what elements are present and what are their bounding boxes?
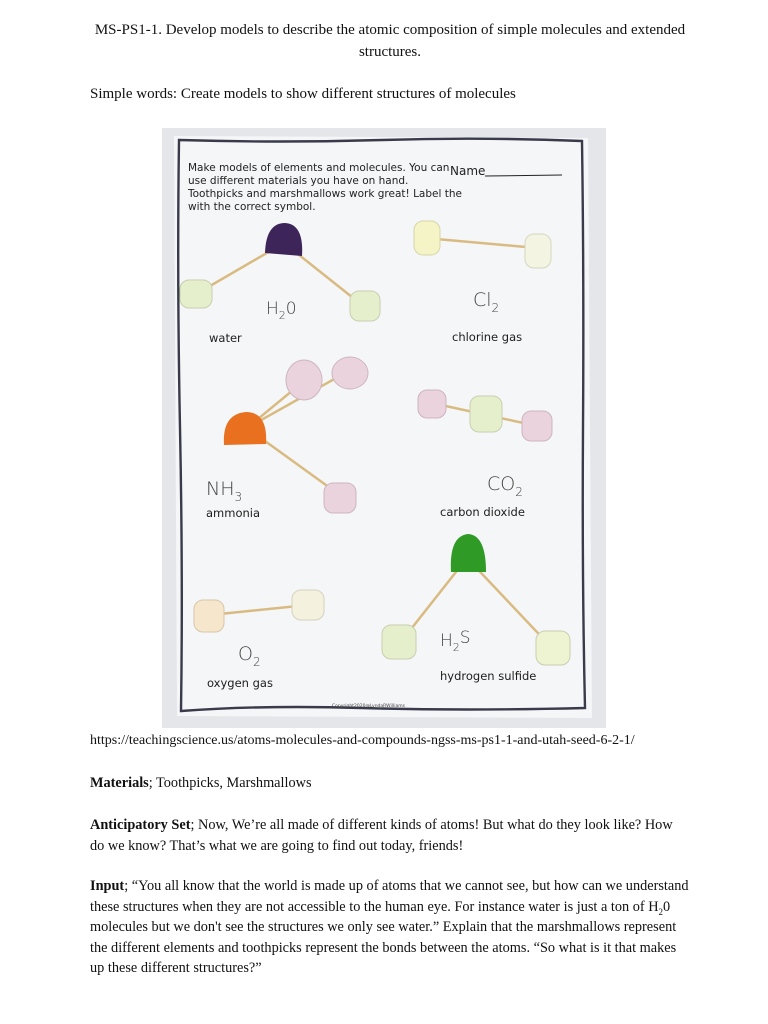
source-url[interactable]: https://teachingscience.us/atoms-molecules-and-compounds-ngss-ms-ps1-1-and-utah-seed-6-2-1/: [90, 733, 635, 748]
worksheet-illustration: [162, 128, 606, 728]
anticipatory-label: Anticipatory Set: [90, 817, 191, 833]
worksheet-photo: [162, 128, 606, 728]
label-carbon-dioxide: carbon dioxide: [440, 505, 525, 519]
formula-hydrogen-sulfide: $H_2S$: [440, 628, 471, 654]
input-label: Input: [90, 878, 125, 894]
label-oxygen-gas: oxygen gas: [207, 676, 273, 690]
instruction-line: Toothpicks and marshmallows work great! Label the: [188, 188, 462, 200]
formula-carbon-dioxide: $CO_2$: [487, 473, 523, 499]
instruction-line: with the correct symbol.: [188, 201, 316, 213]
input-text-start: ; “You all know that the world is made up of atoms that we cannot see, but how can we understand these structures when they are not accessible to the human eye. For instance water is just a ton of H: [90, 878, 689, 915]
input-subscript: 2: [658, 906, 664, 917]
copyright: Copyright2020@LyndaRWilliams: [332, 704, 405, 709]
simple-words-summary: Simple words: Create models to show different structures of molecules: [90, 86, 516, 102]
label-chlorine-gas: chlorine gas: [452, 330, 523, 344]
anticipatory-set-paragraph: [90, 815, 690, 856]
instruction-line: Make models of elements and molecules. You can: [188, 162, 450, 174]
label-ammonia: ammonia: [206, 506, 261, 520]
label-water: water: [209, 331, 242, 345]
materials-text: ; Toothpicks, Marshmallows: [148, 775, 312, 791]
input-text-end: 0 molecules but we don't see the structures we only see water.” Explain that the marshmallows represent the different elements and toothpicks represent the bonds between the atoms. “So what is it that makes up these different structures?”: [90, 898, 677, 976]
page-title: MS-PS1-1. Develop models to describe the atomic composition of simple molecules and extended structures.: [94, 22, 686, 60]
formula-oxygen: $O_2$: [238, 643, 261, 669]
formula-water: $H_20$: [266, 299, 297, 322]
formula-ammonia: $NH_3$: [206, 478, 243, 504]
materials-paragraph: [90, 773, 690, 794]
instruction-line: use different materials you have on hand.: [188, 175, 409, 187]
materials-label: Materials: [90, 775, 149, 791]
anticipatory-text: ; Now, We’re all made of different kinds of atoms! But what do they look like? How do we know? That’s what we are going to find out today, friends!: [90, 817, 673, 854]
label-hydrogen-sulfide: hydrogen sulfide: [440, 669, 537, 683]
name-label: Name: [450, 164, 486, 178]
formula-chlorine: $Cl_2$: [473, 289, 500, 315]
input-paragraph: [90, 876, 690, 979]
